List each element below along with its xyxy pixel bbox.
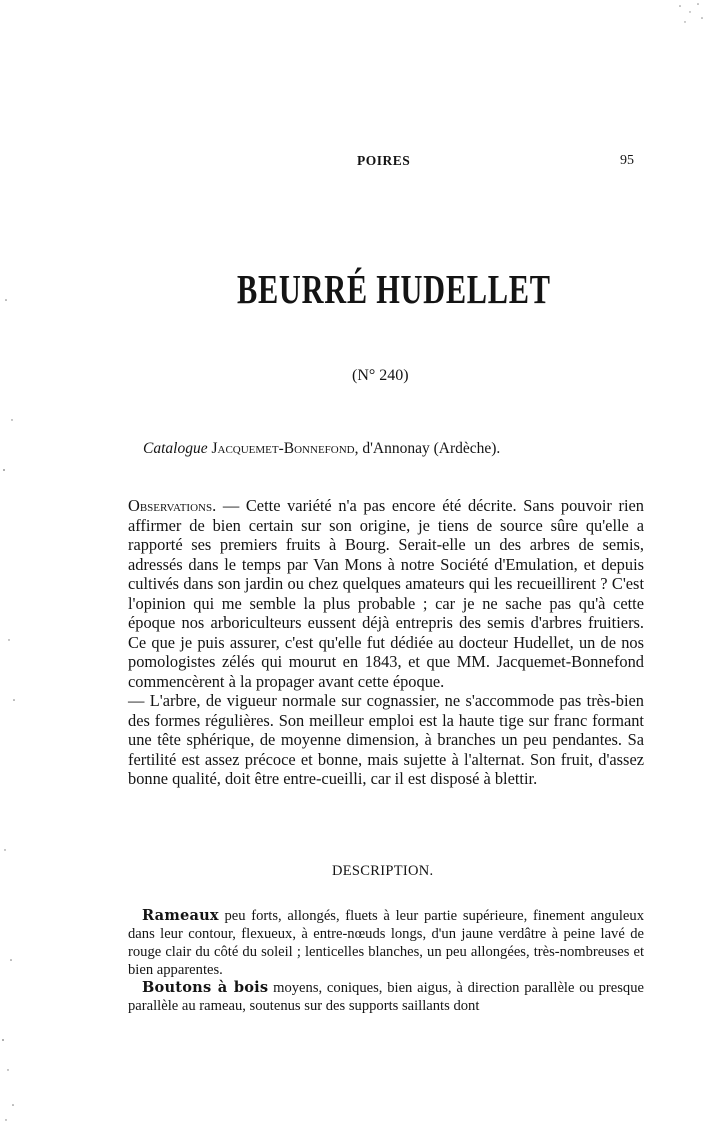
catalogue-suffix: , d'Annonay (Ardèche). <box>354 440 501 457</box>
scan-noise-right <box>660 0 707 40</box>
observations-text-1: — Cette variété n'a pas encore été décrite. Sans pouvoir rien affirmer de bien certain sur son origine, je tiens de source sûre qu'elle a rapporté ses premiers fruits à Bourg. Serait-elle un des arbres de semis, adressés dans le temps par Van Mons à notre Société d'Emulation, et depuis cultivés dans son jardin ou chez quelques amateurs qui les recueillirent ? C'est l'opinion qui me semble la plus probable ; car je ne sache pas qu'à cette époque nos arboriculteurs eussent déjà entrepris des semis d'arbres fruitiers. Ce que je puis assurer, c'est qu'elle fut dédiée au docteur Hudellet, un de nos pomologistes zélés qui mourut en 1843, et que MM. Jacquemet-Bonnefond commencèrent à la propager avant cette époque. <box>128 496 644 691</box>
page-number: 95 <box>620 153 634 168</box>
observations-paragraph-2 <box>128 691 644 789</box>
observations-section <box>128 496 644 789</box>
description-term: Rameaux <box>142 907 219 924</box>
description-heading: DESCRIPTION. <box>332 863 434 879</box>
catalogue-reference <box>143 440 500 458</box>
description-item <box>128 907 644 979</box>
description-text: moyens, coniques, bien aigus, à direction parallèle ou presque parallèle au rameau, soutenus sur des supports saillants dont <box>128 980 644 1014</box>
page-title <box>102 265 625 313</box>
description-section <box>128 907 644 1015</box>
description-item <box>128 979 644 1015</box>
catalogue-name: Jacquemet-Bonnefond <box>211 440 355 457</box>
observations-paragraph <box>128 496 644 691</box>
page-header <box>0 153 707 175</box>
page-title-text: BEURRÉ HUDELLET <box>236 266 551 312</box>
description-term: Boutons à bois <box>142 979 269 996</box>
variety-number: (N° 240) <box>352 367 409 384</box>
description-text: peu forts, allongés, fluets à leur partie supérieure, finement anguleux dans leur contour, flexueux, à entre-nœuds longs, d'un jaune verdâtre à peine lavé de rouge clair du côté du soleil ; lenticelles blanches, un peu allongées, très-nombreuses et bien apparentes. <box>128 908 644 978</box>
observations-label: Observations. <box>128 496 217 515</box>
running-title: POIRES <box>357 153 411 168</box>
catalogue-prefix: Catalogue <box>143 440 208 457</box>
scan-noise-left <box>0 0 30 1144</box>
observations-text-2: — L'arbre, de vigueur normale sur cognassier, ne s'accommode pas très-bien des formes régulières. Son meilleur emploi est la haute tige sur franc formant une tête sphérique, de moyenne dimension, à branches un peu pendantes. Sa fertilité est assez précoce et bonne, mais sujette à l'alternat. Son fruit, d'assez bonne qualité, doit être entre-cueilli, car il est disposé à blettir. <box>128 691 644 788</box>
